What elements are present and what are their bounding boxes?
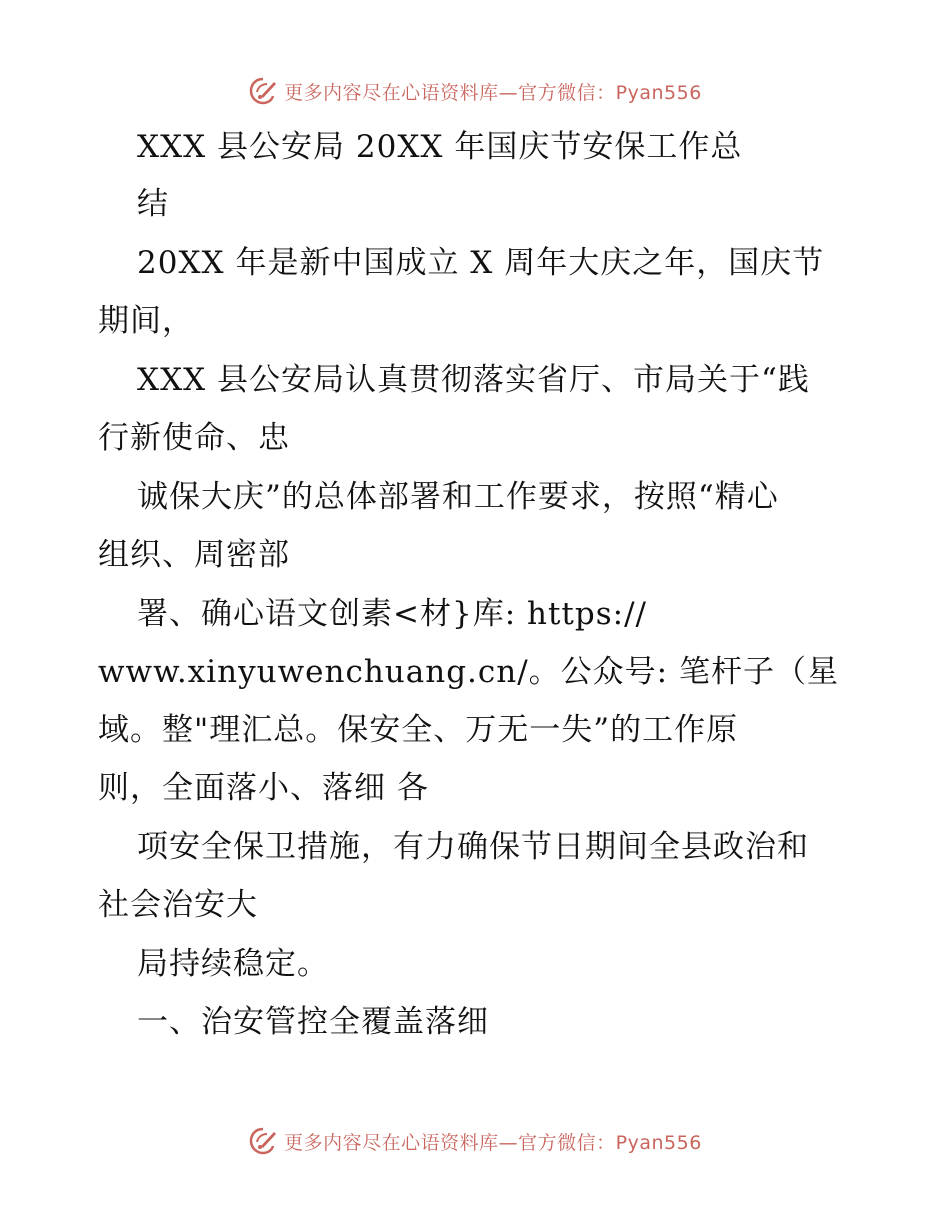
paragraph-line: 社会治安大 [98, 887, 258, 923]
watermark-text: 更多内容尽在心语资料库—官方微信：Pyan556 [284, 1131, 702, 1154]
paragraph-line: 20XX 年是新中国成立 X 周年大庆之年，国庆节 [137, 245, 825, 281]
paragraph-line: 局持续稳定。 [137, 946, 329, 982]
pen-swirl-logo-icon [248, 76, 278, 106]
paragraph-line: 组织、周密部 [98, 537, 290, 573]
paragraph-line: www.xinyuwenchuang.cn/。公众号: 笔杆子（星 [98, 654, 839, 690]
paragraph-line: 行新使命、忠 [98, 420, 290, 456]
section-heading: 一、治安管控全覆盖落细 [137, 1004, 489, 1040]
header-watermark-banner [0, 71, 950, 111]
paragraph-line: 诚保大庆”的总体部署和工作要求，按照“精心 [137, 479, 779, 515]
paragraph-line: 署、确心语文创素<材}库: https:// [137, 596, 647, 632]
title-line-1: XXX 县公安局 20XX 年国庆节安保工作总 [137, 129, 743, 165]
paragraph-line: 期间， [98, 303, 194, 339]
paragraph-line: XXX 县公安局认真贯彻落实省厅、市局关于“践 [137, 362, 810, 398]
paragraph-line: 项安全保卫措施，有力确保节日期间全县政治和 [137, 829, 809, 865]
pen-swirl-logo-icon [248, 1126, 278, 1156]
paragraph-line: 则，全面落小、落细 各 [98, 770, 429, 806]
paragraph-line: 域。整"理汇总。保安全、万无一失”的工作原 [98, 712, 739, 748]
watermark-text: 更多内容尽在心语资料库—官方微信：Pyan556 [284, 81, 702, 104]
footer-watermark-banner [0, 1121, 950, 1161]
title-line-2: 结 [137, 186, 169, 222]
